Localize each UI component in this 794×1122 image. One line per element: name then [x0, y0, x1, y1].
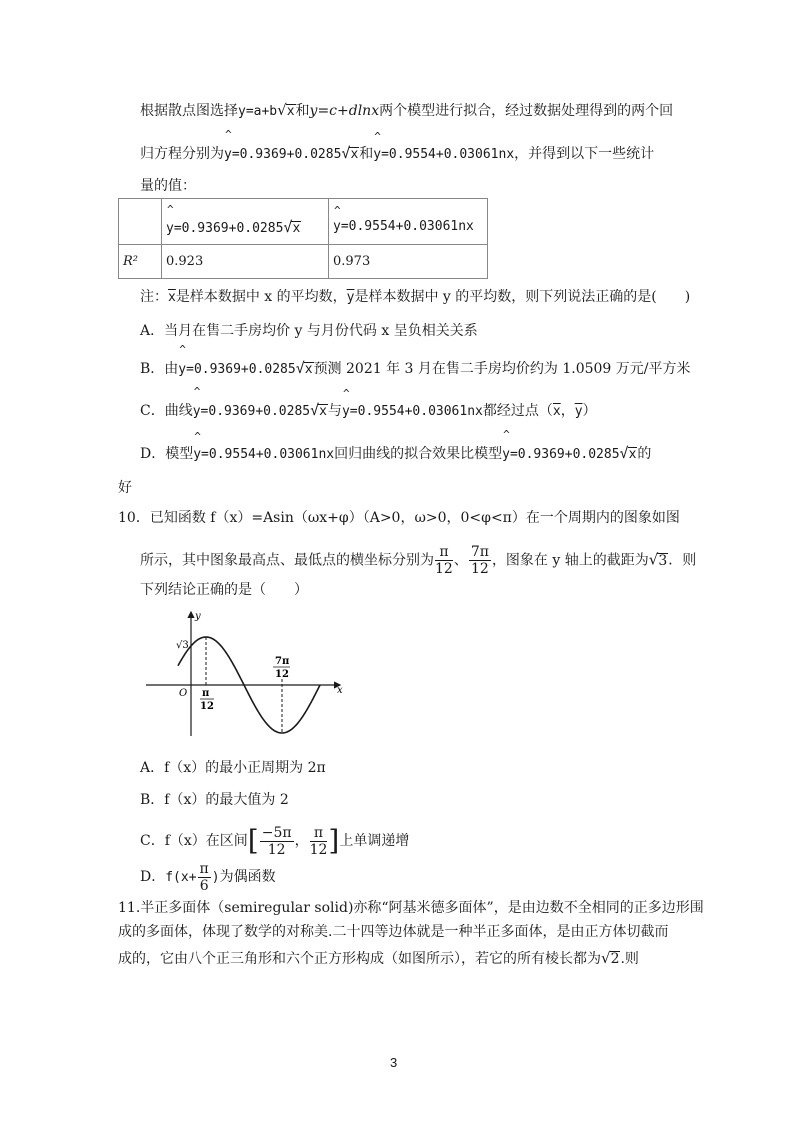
q10-line-1: 10．已知函数 f（x）=Asin（ωx+φ）（A>0，ω>0，0<φ<π）在一个周期内的图象如图	[118, 510, 680, 526]
q9-line-2: 归方程分别为 ^ y=0.9369+0.0285√x和 ^ y=0.9554+0.03061nx，并得到以下一些统计	[140, 143, 654, 165]
y-axis-label: y	[195, 611, 201, 622]
q9-option-d-tail: 好	[118, 480, 132, 496]
q9-line-1: 根据散点图选择y=a+b√x和y=c+dlnx两个模型进行拟合，经过数据处理得到的两个回	[140, 101, 674, 119]
q10-option-a: A．f（x）的最小正周期为 2π	[140, 760, 326, 776]
q10-option-c: C．f（x）在区间[ $\frac{-5\pi}{12}$ ， $\frac{\pi}{12}$ ]上单调递增	[140, 824, 410, 858]
q9-note: 注：$\overline{x}$是样本数据中 x 的平均数，$\overline{y}$是样本数据中 y 的平均数，则下列说法正确的是( )	[140, 289, 691, 305]
origin-label: O	[179, 688, 188, 699]
x-axis-label: x	[337, 685, 343, 696]
q9-option-b: B．由 ^ y=0.9369+0.0285√x预测 2021 年 3 月在售二手房均价约为 1.0509 万元/平方米	[140, 343, 691, 377]
q10-line-3: 下列结论正确的是（ ）	[140, 582, 308, 598]
table-header-row: ^ y=0.9369+0.0285√x ^ y=0.9554+0.03061nx	[119, 199, 488, 245]
q10-line-2: 所示，其中图象最高点、最低点的横坐标分别为 $\frac{\pi}{12}$ 、 $\frac{7\pi}{12}$ ，图象在 y 轴上的截距为√3．则	[140, 544, 697, 577]
q10-option-d: D．f(x+ $\frac{\pi}{6}$ )为偶函数	[140, 860, 276, 894]
stats-table	[118, 198, 488, 279]
q9-option-d: D．模型 ^ y=0.9554+0.03061nx回归曲线的拟合效果比模型 ^ y=0.9369+0.0285√x的	[140, 428, 652, 462]
q9-option-a: A．当月在售二手房均价 y 与月份代码 x 呈负相关关系	[140, 323, 478, 339]
q9-option-c: C．曲线 ^ y=0.9369+0.0285√x与 ^ y=0.9554+0.03061nx都经过点（$\overline{x}$，$\overline{y}$）	[140, 385, 597, 419]
q11-line-2: 成的多面体，体现了数学的对称美.二十四等边体就是一种半正多面体，是由正方体切截而	[118, 924, 669, 940]
regression-eq-1: ^ y=0.9369+0.0285√x	[224, 128, 359, 162]
pi-over-12-num: π	[202, 688, 210, 699]
table-row: R² 0.923 0.973	[119, 245, 488, 279]
pi-over-12-den: 12	[200, 701, 214, 712]
q9-line-3: 量的值：	[140, 178, 196, 194]
q11-line-1: 11.半正多面体（semiregular solid)亦称“阿基米德多面体”，是由边数不全相同的正多边形围	[118, 900, 704, 916]
7pi-over-12-num: 7π	[275, 656, 290, 667]
q10-option-b: B．f（x）的最大值为 2	[140, 792, 289, 808]
page-number: 3	[390, 1055, 398, 1070]
sine-graph	[140, 608, 360, 740]
regression-eq-2: ^ y=0.9554+0.03061nx	[373, 130, 515, 162]
sqrt3-label: √3	[176, 640, 189, 651]
q11-line-3: 成的，它由八个正三角形和六个正方形构成（如图所示），若它的所有棱长都为√2.则	[118, 949, 639, 967]
7pi-over-12-den: 12	[275, 669, 289, 680]
